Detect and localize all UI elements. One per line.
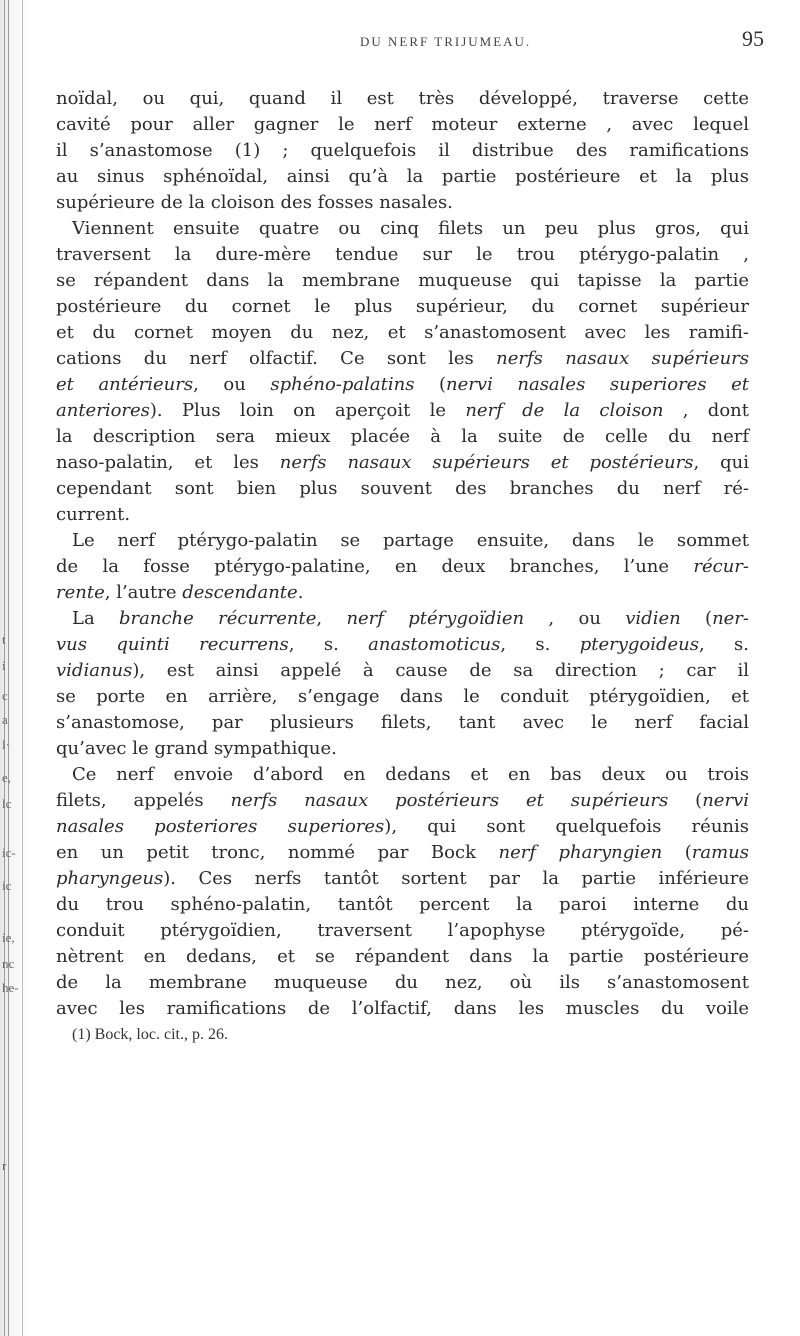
text-line: current.: [56, 504, 131, 525]
text-line: en un petit tronc, nommé par Bock nerf pharyngien (ramus: [56, 842, 749, 863]
binding-line: [8, 0, 9, 1336]
text-line: vus quinti recurrens, s. anastomoticus, s. pterygoideus, s.: [56, 634, 750, 655]
text-line: nètrent en dedans, et se répandent dans la partie postérieure: [56, 946, 749, 967]
margin-fragment: e,: [2, 770, 12, 785]
margin-fragment: ic: [2, 878, 12, 893]
text-line: qu’avec le grand sympathique.: [56, 738, 337, 759]
text-line: vidianus), est ainsi appelé à cause de sa direction ; car il: [56, 660, 749, 681]
text-line: se répandent dans la membrane muqueuse qui tapisse la partie: [56, 270, 749, 291]
text-line: La branche récurrente, nerf ptérygoïdien , ou vidien (ner-: [72, 608, 749, 629]
text-line: s’anastomose, par plusieurs filets, tant avec le nerf facial: [56, 712, 749, 733]
text-line: conduit ptérygoïdien, traversent l’apophyse ptérygoïde, pé-: [56, 920, 749, 941]
text-line: se porte en arrière, s’engage dans le conduit ptérygoïdien, et: [56, 686, 749, 707]
text-line: naso-palatin, et les nerfs nasaux supérieurs et postérieurs, qui: [56, 452, 749, 473]
text-line: rente, l’autre descendante.: [56, 582, 304, 603]
text-line: Viennent ensuite quatre ou cinq filets un peu plus gros, qui: [72, 218, 749, 239]
text-line: au sinus sphénoïdal, ainsi qu’à la partie postérieure et la plus: [56, 166, 749, 187]
text-line: Ce nerf envoie d’abord en dedans et en bas deux ou trois: [72, 764, 749, 785]
running-head: DU NERF TRIJUMEAU.: [360, 34, 532, 49]
text-line: anteriores). Plus loin on aperçoit le nerf de la cloison , dont: [56, 400, 749, 421]
margin-fragment: i: [2, 658, 6, 673]
text-line: cependant sont bien plus souvent des branches du nerf ré-: [56, 478, 749, 499]
margin-fragment: r: [2, 1158, 7, 1173]
binding-line: [22, 0, 23, 1336]
text-line: postérieure du cornet le plus supérieur, du cornet supérieur: [56, 296, 749, 317]
text-line: filets, appelés nerfs nasaux postérieurs et supérieurs (nervi: [56, 790, 749, 811]
margin-fragment: ic-: [2, 845, 16, 860]
margin-fragment: a: [2, 712, 8, 727]
text-line: cations du nerf olfactif. Ce sont les nerfs nasaux supérieurs: [56, 348, 750, 369]
text-line: et antérieurs, ou sphéno-palatins (nervi nasales superiores et: [56, 374, 750, 395]
text-line: traversent la dure-mère tendue sur le trou ptérygo-palatin ,: [56, 244, 749, 265]
margin-fragment: lc: [2, 796, 12, 811]
text-line: pharyngeus). Ces nerfs tantôt sortent par la partie inférieure: [56, 868, 749, 889]
text-line: nasales posteriores superiores), qui sont quelquefois réunis: [56, 816, 749, 837]
page-number: 95: [742, 26, 764, 51]
footnote: (1) Bock, loc. cit., p. 26.: [72, 1026, 228, 1043]
margin-fragment: t: [2, 632, 6, 647]
text-line: avec les ramifications de l’olfactif, dans les muscles du voile: [56, 998, 749, 1019]
text-line: et du cornet moyen du nez, et s’anastomosent avec les ramifi-: [56, 322, 749, 343]
text-line: la description sera mieux placée à la suite de celle du nerf: [56, 426, 749, 447]
margin-fragment: ie,: [2, 930, 15, 945]
text-line: Le nerf ptérygo-palatin se partage ensuite, dans le sommet: [72, 530, 749, 551]
text-line: supérieure de la cloison des fosses nasales.: [56, 192, 453, 213]
text-line: de la fosse ptérygo-palatine, en deux branches, l’une récur-: [56, 556, 749, 577]
margin-fragment: c: [2, 688, 8, 703]
text-line: du trou sphéno-palatin, tantôt percent la paroi interne du: [56, 894, 749, 915]
margin-fragment: l·: [2, 737, 10, 752]
text-line: cavité pour aller gagner le nerf moteur externe , avec lequel: [56, 114, 749, 135]
text-line: de la membrane muqueuse du nez, où ils s’anastomosent: [56, 972, 749, 993]
text-line: noïdal, ou qui, quand il est très développé, traverse cette: [56, 88, 749, 109]
text-line: il s’anastomose (1) ; quelquefois il distribue des ramifications: [56, 140, 749, 161]
margin-fragment: he-: [2, 980, 19, 995]
margin-fragment: nc: [2, 956, 15, 971]
